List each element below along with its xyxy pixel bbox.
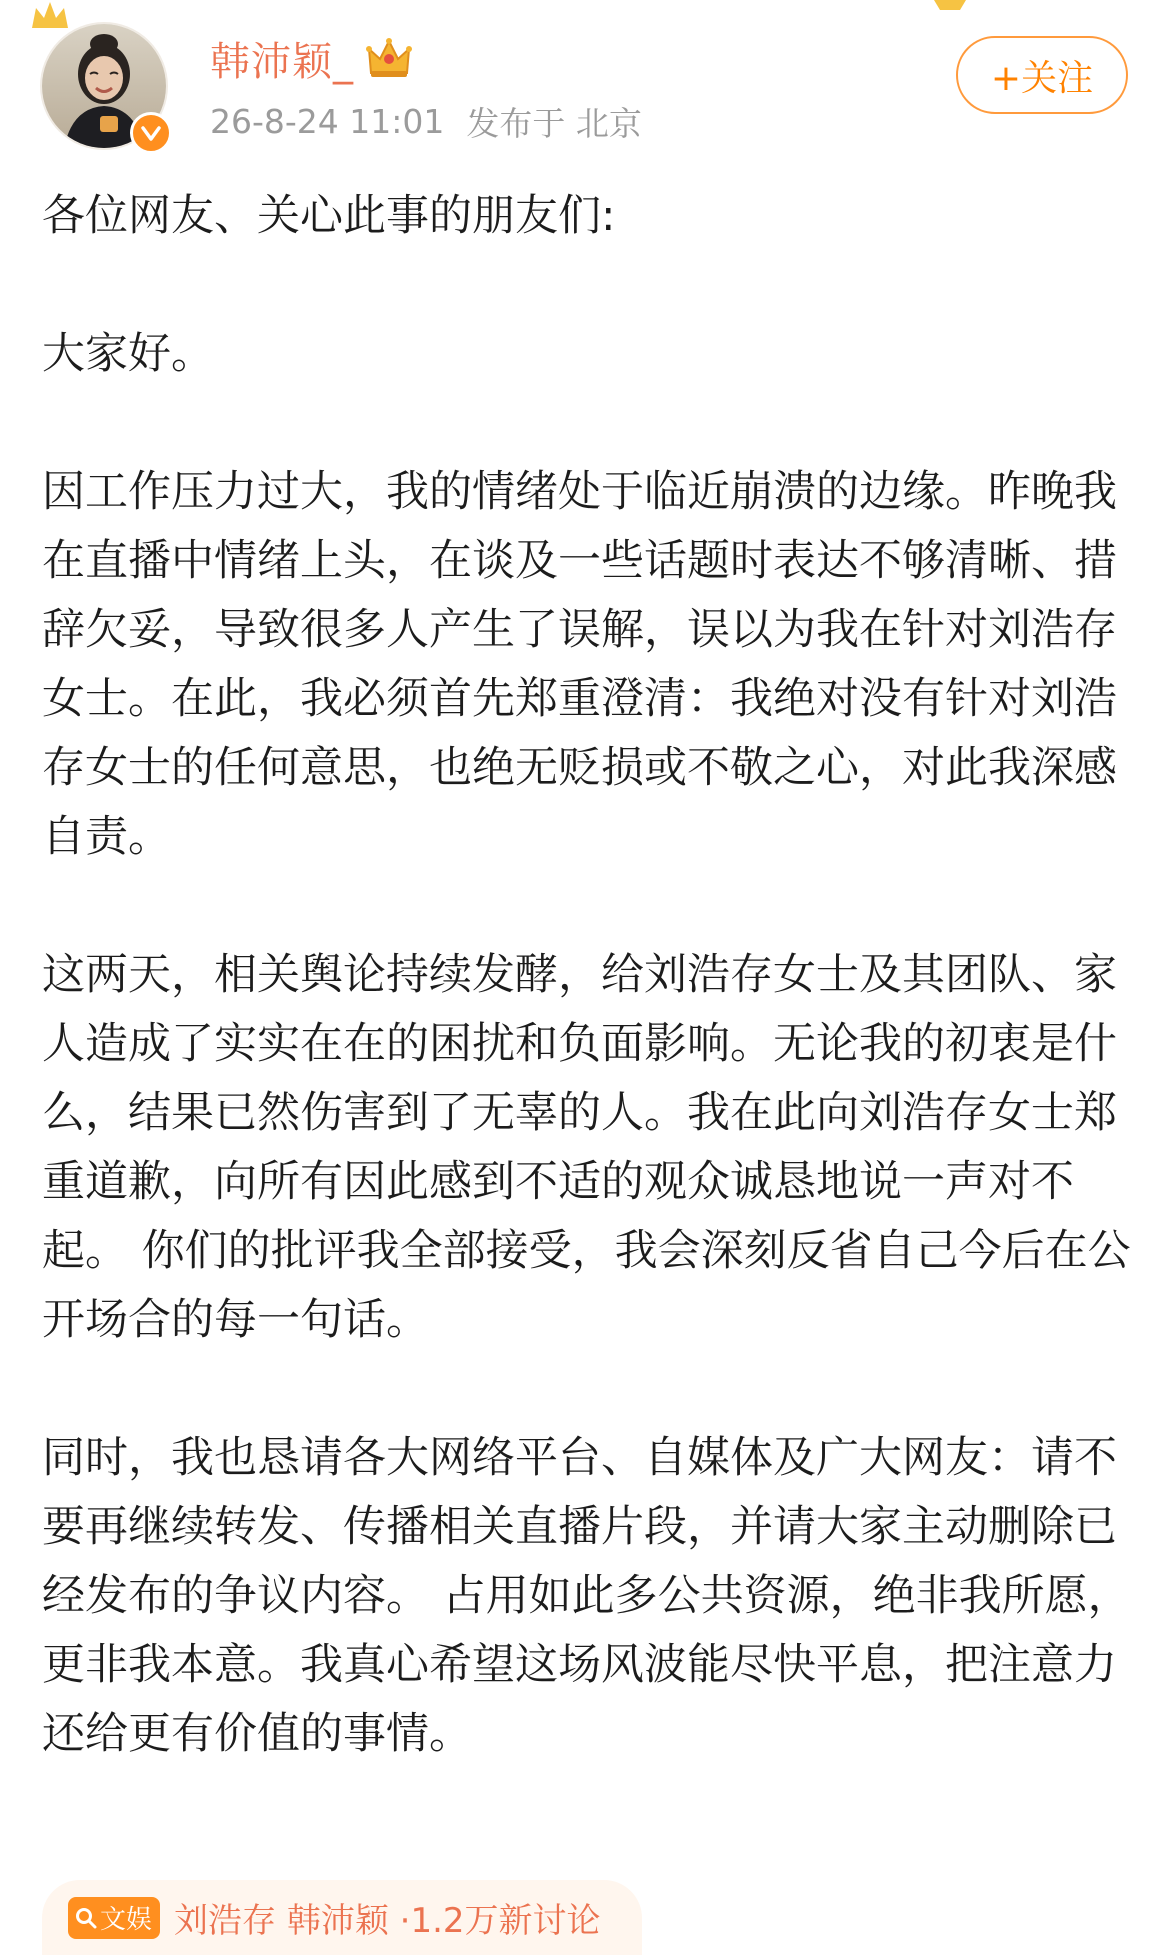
search-icon	[74, 1906, 98, 1930]
post-header	[0, 0, 1170, 160]
author-name[interactable]: 韩沛颖_	[210, 38, 354, 85]
verified-badge-icon	[130, 112, 172, 154]
topic-tag	[68, 1897, 160, 1939]
author-name-row	[210, 30, 412, 86]
post-paragraph: 各位网友、关心此事的朋友们:	[42, 191, 616, 241]
post-body	[42, 182, 1132, 1838]
vip-crown-icon[interactable]	[366, 37, 412, 79]
topic-link[interactable]	[42, 1880, 642, 1955]
author-avatar-container[interactable]	[40, 22, 172, 154]
follow-button[interactable]: +关注	[956, 36, 1128, 114]
post-paragraph: 因工作压力过大，我的情绪处于临近崩溃的边缘。昨晚我在直播中情绪上头，在谈及一些话题时表达不够清晰、措辞欠妥，导致很多人产生了误解，误以为我在针对刘浩存女士。在此，我必须首先郑重澄清：我绝对没有针对刘浩存女士的任何意思，也绝无贬损或不敬之心，对此我深感自责。	[42, 467, 1117, 862]
publish-location: 发布于 北京	[466, 104, 642, 143]
post-paragraph: 同时，我也恳请各大网络平台、自媒体及广大网友：请不要再继续转发、传播相关直播片段，并请大家主动删除已经发布的争议内容。 占用如此多公共资源，绝非我所愿，更非我本意。我真心希望这场风波能尽快平息，把注意力还给更有价值的事情。	[42, 1433, 1131, 1759]
post-timestamp: 26-8-24 11:01	[210, 102, 445, 141]
post-meta	[210, 98, 642, 145]
topic-tag-label: 文娱	[100, 1905, 153, 1935]
post-paragraph: 大家好。	[42, 329, 214, 379]
topic-text[interactable]: 刘浩存 韩沛颖 ·1.2万新讨论	[174, 1901, 601, 1941]
post-paragraph: 这两天，相关舆论持续发酵，给刘浩存女士及其团队、家人造成了实实在在的困扰和负面影响。无论我的初衷是什么，结果已然伤害到了无辜的人。我在此向刘浩存女士郑重道歉，向所有因此感到不适的观众诚恳地说一声对不起。 你们的批评我全部接受，我会深刻反省自己今后在公开场合的每一句话。	[42, 950, 1131, 1345]
